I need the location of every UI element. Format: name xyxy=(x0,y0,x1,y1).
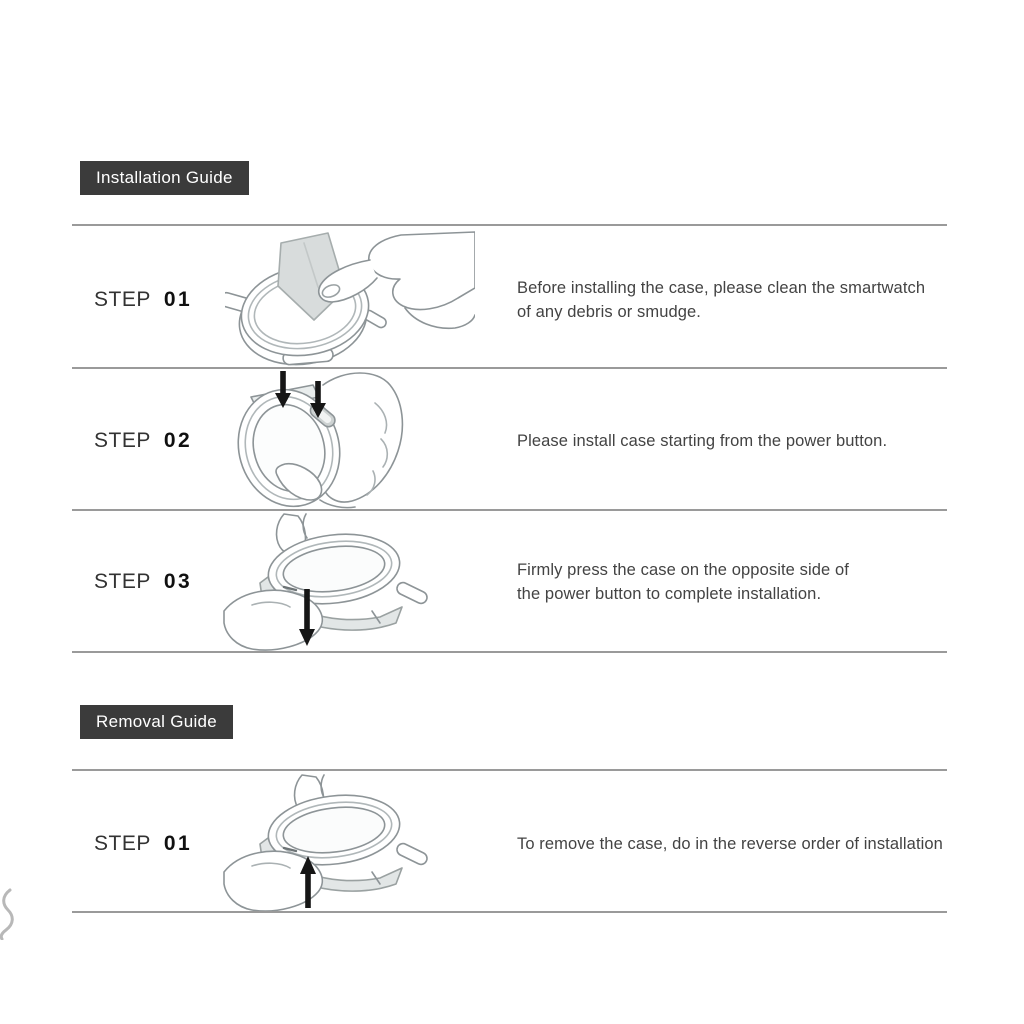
description-line: To remove the case, do in the reverse order of installation xyxy=(517,835,943,853)
step-word: STEP xyxy=(94,429,151,452)
step-number: 01 xyxy=(163,288,193,311)
installation-guide-badge: Installation Guide xyxy=(80,161,249,195)
removal-step-1-description xyxy=(517,833,943,857)
divider xyxy=(72,367,947,369)
step-number: 02 xyxy=(163,429,193,452)
description-line: Before installing the case, please clean the smartwatch xyxy=(517,279,926,297)
installation-step-1-label xyxy=(94,288,192,312)
divider xyxy=(72,769,947,771)
step-number: 01 xyxy=(163,832,193,855)
removal-guide-badge: Removal Guide xyxy=(80,705,233,739)
installation-step-2-label xyxy=(94,429,192,453)
step-word: STEP xyxy=(94,288,151,311)
divider xyxy=(72,509,947,511)
divider xyxy=(72,651,947,653)
divider xyxy=(72,224,947,226)
step-word: STEP xyxy=(94,832,151,855)
description-line: Please install case starting from the power button. xyxy=(517,432,888,450)
description-line: the power button to complete installation. xyxy=(517,584,822,603)
install-case-illustration xyxy=(225,369,475,510)
wipe-smartwatch-illustration xyxy=(225,230,475,366)
description-line: of any debris or smudge. xyxy=(517,302,701,321)
installation-step-1-description xyxy=(517,277,925,324)
description-line: Firmly press the case on the opposite side of xyxy=(517,561,849,579)
remove-case-illustration xyxy=(222,774,480,912)
step-word: STEP xyxy=(94,570,151,593)
step-number: 03 xyxy=(163,570,193,593)
installation-step-3-label xyxy=(94,570,192,594)
divider xyxy=(72,911,947,913)
installation-step-3-description xyxy=(517,559,849,606)
removal-step-1-label xyxy=(94,832,192,856)
left-edge-print-artifact xyxy=(0,888,16,940)
installation-step-2-description xyxy=(517,430,887,454)
press-case-illustration xyxy=(222,513,480,651)
